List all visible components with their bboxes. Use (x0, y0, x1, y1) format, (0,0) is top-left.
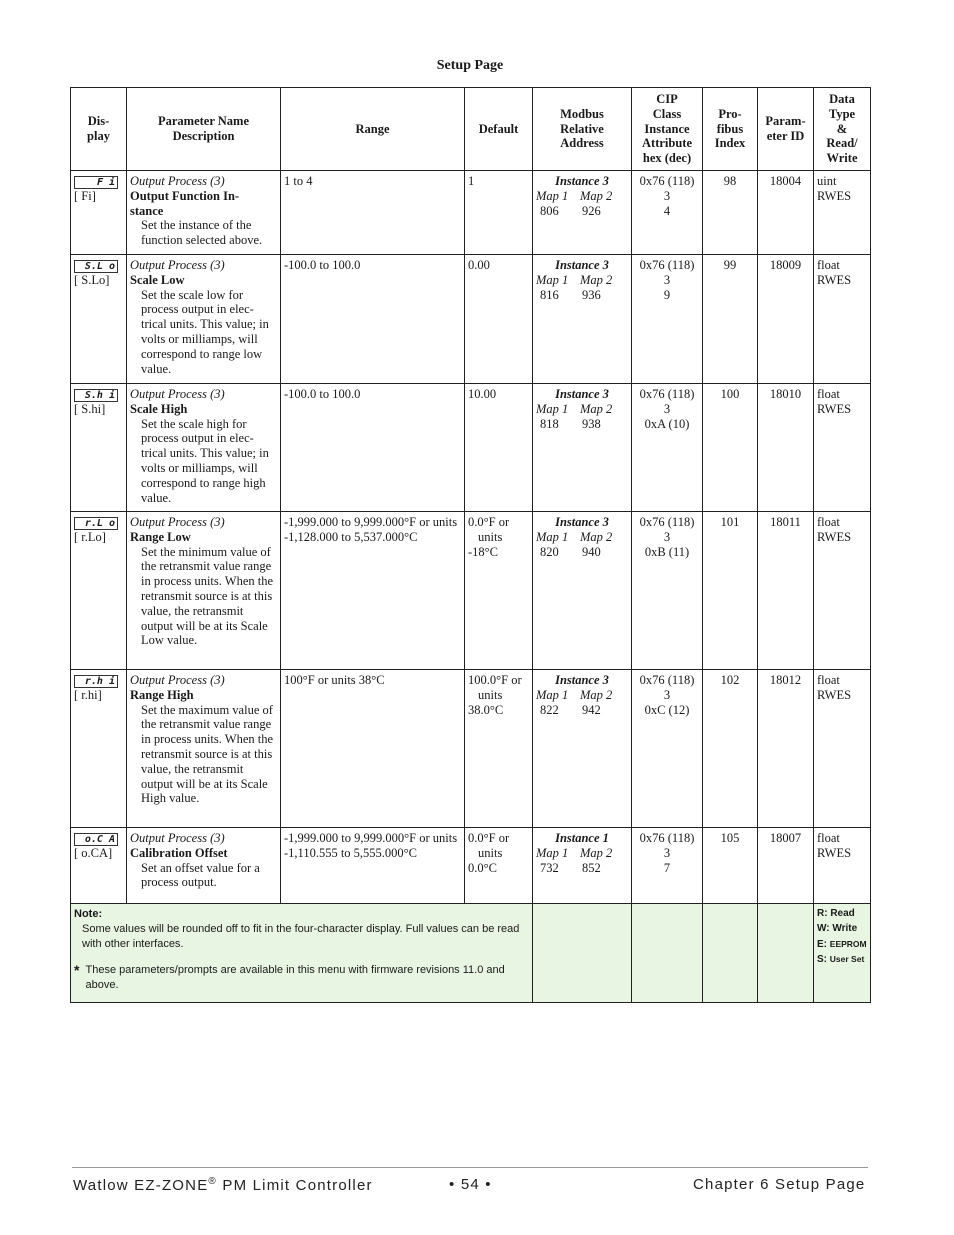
parameter-description: Set the minimum value of the retransmit value range in process units. When the retransmit source is at this value, the retransmit output will be at its Scale Low value. (141, 544, 274, 648)
default-cell (465, 254, 533, 383)
range-line: -1,110.555 to 5,555.000°C (284, 845, 418, 860)
map2-label: Map 2 (580, 687, 613, 702)
default-line: 0.0°F or units (468, 830, 510, 860)
range-line: -100.0 to 100.0 (284, 386, 361, 401)
cip-line: 3 (663, 687, 671, 702)
data-type-cell (814, 170, 871, 254)
header-default: Default (465, 88, 533, 171)
name-cell (127, 170, 281, 254)
legend-userset-value: User Set (829, 954, 865, 965)
note-title: Note: (74, 907, 103, 920)
cip-cell (632, 669, 703, 827)
map2-address: 942 (582, 702, 601, 717)
display-code: [ S.hi] (74, 401, 106, 416)
menu-name: Output Process (3) (130, 386, 225, 401)
default-cell (465, 511, 533, 669)
cip-cell (632, 383, 703, 511)
map2-label: Map 2 (580, 529, 613, 544)
map2-address: 852 (582, 860, 601, 875)
map1-label: Map 1 (536, 401, 569, 416)
cip-cell (632, 170, 703, 254)
cip-line: 0xB (11) (644, 544, 690, 559)
display-cell (71, 254, 127, 383)
map2-label: Map 2 (580, 845, 613, 860)
range-line: -100.0 to 100.0 (284, 257, 361, 272)
cip-line: 0x76 (118) (639, 514, 695, 529)
menu-name: Output Process (3) (130, 830, 225, 845)
param-id-cell: 18011 (758, 511, 814, 669)
name-cell (127, 669, 281, 827)
instance-label: Instance 3 (555, 257, 609, 272)
legend-userset-key: S: (817, 954, 827, 966)
cip-line: 0x76 (118) (639, 386, 695, 401)
cip-line: 0xA (10) (644, 416, 690, 431)
cip-line: 0x76 (118) (639, 257, 695, 272)
parameter-name: Scale High (130, 401, 188, 416)
header-name: Parameter Name Description (127, 88, 281, 171)
header-profibus: Pro- fibus Index (703, 88, 758, 171)
read-write: RWES (817, 272, 852, 287)
parameter-name: Range High (130, 687, 194, 702)
parameter-table (70, 87, 871, 1003)
instance-label: Instance 3 (555, 386, 609, 401)
footer-brand: Watlow EZ-ZONE (73, 1177, 209, 1194)
range-line: -1,128.000 to 5,537.000°C (284, 529, 418, 544)
modbus-cell (533, 254, 632, 383)
map1-label: Map 1 (536, 529, 569, 544)
modbus-cell (533, 669, 632, 827)
cip-cell (632, 827, 703, 903)
footer-product-name: PM Limit Controller (217, 1177, 373, 1194)
range-cell (281, 669, 465, 827)
read-write: RWES (817, 401, 852, 416)
data-type: float (817, 386, 840, 401)
header-data-type: Data Type & Read/ Write (814, 88, 871, 171)
instance-label: Instance 1 (555, 830, 609, 845)
map1-label: Map 1 (536, 845, 569, 860)
range-line: 100°F or units 38°C (284, 672, 385, 687)
map1-address: 818 (540, 416, 559, 431)
range-cell (281, 511, 465, 669)
cip-cell (632, 511, 703, 669)
table-row (71, 170, 871, 254)
modbus-cell (533, 511, 632, 669)
note-cell-cip (632, 903, 703, 1002)
default-cell (465, 669, 533, 827)
parameter-description: Set the maximum value of the retransmit value range in process units. When the retransmit source is at this value, the retransmit output will be at its Scale High value. (141, 702, 274, 806)
data-type: float (817, 672, 840, 687)
table-row (71, 669, 871, 827)
table-body (71, 170, 871, 903)
menu-name: Output Process (3) (130, 257, 225, 272)
display-code: [ r.hi] (74, 687, 102, 702)
page-title: Setup Page (436, 58, 504, 73)
parameter-name: Range Low (130, 529, 191, 544)
header-display: Dis- play (71, 88, 127, 171)
instance-label: Instance 3 (555, 514, 609, 529)
data-type-cell (814, 511, 871, 669)
table-row (71, 827, 871, 903)
display-cell (71, 170, 127, 254)
display-code: [ Fi] (74, 188, 96, 203)
instance-label: Instance 3 (555, 173, 609, 188)
display-code: [ r.Lo] (74, 529, 106, 544)
map2-address: 926 (582, 203, 601, 218)
map2-address: 940 (582, 544, 601, 559)
note-cell-profibus (703, 903, 758, 1002)
default-line: 10.00 (468, 386, 497, 401)
parameter-description: Set the instance of the function selected above. (141, 218, 263, 248)
map2-label: Map 2 (580, 188, 613, 203)
display-cell (71, 383, 127, 511)
name-cell (127, 827, 281, 903)
asterisk-icon: * (74, 962, 80, 979)
map2-label: Map 2 (580, 401, 613, 416)
footer-page-number: • 54 • (449, 1176, 492, 1193)
map2-address: 938 (582, 416, 601, 431)
cip-cell (632, 254, 703, 383)
map1-address: 806 (540, 203, 559, 218)
data-type-cell (814, 669, 871, 827)
parameter-name: Scale Low (130, 272, 185, 287)
modbus-cell (533, 170, 632, 254)
read-write: RWES (817, 188, 852, 203)
display-cell (71, 827, 127, 903)
name-cell (127, 254, 281, 383)
display-glyph: F i (74, 176, 118, 189)
profibus-cell: 105 (703, 827, 758, 903)
header-range: Range (281, 88, 465, 171)
cip-line: 3 (663, 272, 671, 287)
cip-line: 0x76 (118) (639, 830, 695, 845)
map1-address: 732 (540, 860, 559, 875)
cip-line: 0xC (12) (644, 702, 690, 717)
profibus-cell: 100 (703, 383, 758, 511)
range-line: -1,999.000 to 9,999.000°F or units (284, 514, 458, 529)
map1-address: 822 (540, 702, 559, 717)
note-cell (71, 903, 533, 1002)
note-text-rounding: Some values will be rounded off to fit in the four-character display. Full values can be read with other interfaces. (82, 922, 520, 950)
menu-name: Output Process (3) (130, 672, 225, 687)
map1-address: 816 (540, 287, 559, 302)
range-cell (281, 254, 465, 383)
data-type-cell (814, 827, 871, 903)
profibus-cell: 102 (703, 669, 758, 827)
display-code: [ S.Lo] (74, 272, 110, 287)
cip-line: 7 (663, 860, 671, 875)
profibus-cell: 98 (703, 170, 758, 254)
map1-label: Map 1 (536, 272, 569, 287)
header-param-id: Param- eter ID (758, 88, 814, 171)
rw-legend (814, 903, 871, 1002)
note-text-firmware: These parameters/prompts are available in this menu with firmware revisions 11.0 and above. (85, 964, 505, 992)
display-code: [ o.CA] (74, 845, 113, 860)
cip-line: 0x76 (118) (639, 173, 695, 188)
param-id-cell: 18004 (758, 170, 814, 254)
default-cell (465, 383, 533, 511)
default-cell (465, 170, 533, 254)
registered-mark: ® (208, 1176, 217, 1187)
menu-name: Output Process (3) (130, 173, 225, 188)
display-cell (71, 669, 127, 827)
display-cell (71, 511, 127, 669)
cip-line: 4 (663, 203, 671, 218)
cip-line: 0x76 (118) (639, 672, 695, 687)
cip-line: 3 (663, 529, 671, 544)
cip-line: 3 (663, 401, 671, 416)
note-row (71, 903, 871, 1002)
map1-address: 820 (540, 544, 559, 559)
data-type-cell (814, 254, 871, 383)
map2-address: 936 (582, 287, 601, 302)
name-cell (127, 511, 281, 669)
cip-line: 3 (663, 188, 671, 203)
data-type: float (817, 514, 840, 529)
range-line: -1,999.000 to 9,999.000°F or units (284, 830, 458, 845)
read-write: RWES (817, 845, 852, 860)
footer-divider (72, 1167, 868, 1168)
cip-line: 3 (663, 845, 671, 860)
read-write: RWES (817, 687, 852, 702)
profibus-cell: 99 (703, 254, 758, 383)
parameter-name: Calibration Offset (130, 845, 228, 860)
param-id-cell: 18009 (758, 254, 814, 383)
header-cip: CIP Class Instance Attribute hex (dec) (632, 88, 703, 171)
legend-eeprom-key: E: (817, 938, 827, 950)
data-type-cell (814, 383, 871, 511)
header-row (71, 88, 871, 171)
table-row (71, 254, 871, 383)
parameter-description: Set an offset value for a process output. (141, 860, 260, 890)
param-id-cell: 18012 (758, 669, 814, 827)
table-row (71, 511, 871, 669)
range-cell (281, 383, 465, 511)
default-line: 38.0°C (468, 702, 504, 717)
default-line: 0.0°F or units (468, 514, 510, 544)
default-line: 1 (468, 173, 475, 188)
display-glyph: o.C A (74, 833, 118, 846)
range-cell (281, 170, 465, 254)
display-glyph: S.h i (74, 389, 118, 402)
param-id-cell: 18007 (758, 827, 814, 903)
default-line: -18°C (468, 544, 498, 559)
instance-label: Instance 3 (555, 672, 609, 687)
header-modbus: Modbus Relative Address (533, 88, 632, 171)
name-cell (127, 383, 281, 511)
parameter-description: Set the scale high for process output in elec-trical units. This value; in volts or milliamps, will correspond to range high value. (141, 416, 269, 505)
cip-line: 9 (663, 287, 671, 302)
param-id-cell: 18010 (758, 383, 814, 511)
menu-name: Output Process (3) (130, 514, 225, 529)
read-write: RWES (817, 529, 852, 544)
range-cell (281, 827, 465, 903)
display-glyph: S.L o (74, 260, 118, 273)
default-line: 100.0°F or units (468, 672, 522, 702)
map1-label: Map 1 (536, 687, 569, 702)
note-cell-modbus (533, 903, 632, 1002)
table-row (71, 383, 871, 511)
map2-label: Map 2 (580, 272, 613, 287)
legend-read: R: Read (817, 907, 855, 919)
range-line: 1 to 4 (284, 173, 313, 188)
legend-eeprom-value: EEPROM (829, 938, 867, 949)
modbus-cell (533, 827, 632, 903)
default-line: 0.00 (468, 257, 490, 272)
legend-write: W: Write (817, 922, 858, 934)
footer-chapter: Chapter 6 Setup Page (693, 1176, 866, 1193)
default-cell (465, 827, 533, 903)
note-cell-param-id (758, 903, 814, 1002)
modbus-cell (533, 383, 632, 511)
data-type: float (817, 830, 840, 845)
parameter-description: Set the scale low for process output in elec-trical units. This value; in volts or milliamps, will correspond to range low value. (141, 287, 269, 376)
data-type: float (817, 257, 840, 272)
footer-product (73, 1176, 373, 1194)
parameter-name: Output Function In- stance (130, 188, 240, 218)
map1-label: Map 1 (536, 188, 569, 203)
profibus-cell: 101 (703, 511, 758, 669)
display-glyph: r.L o (74, 517, 118, 530)
data-type: uint (817, 173, 837, 188)
default-line: 0.0°C (468, 860, 497, 875)
display-glyph: r.h i (74, 675, 118, 688)
